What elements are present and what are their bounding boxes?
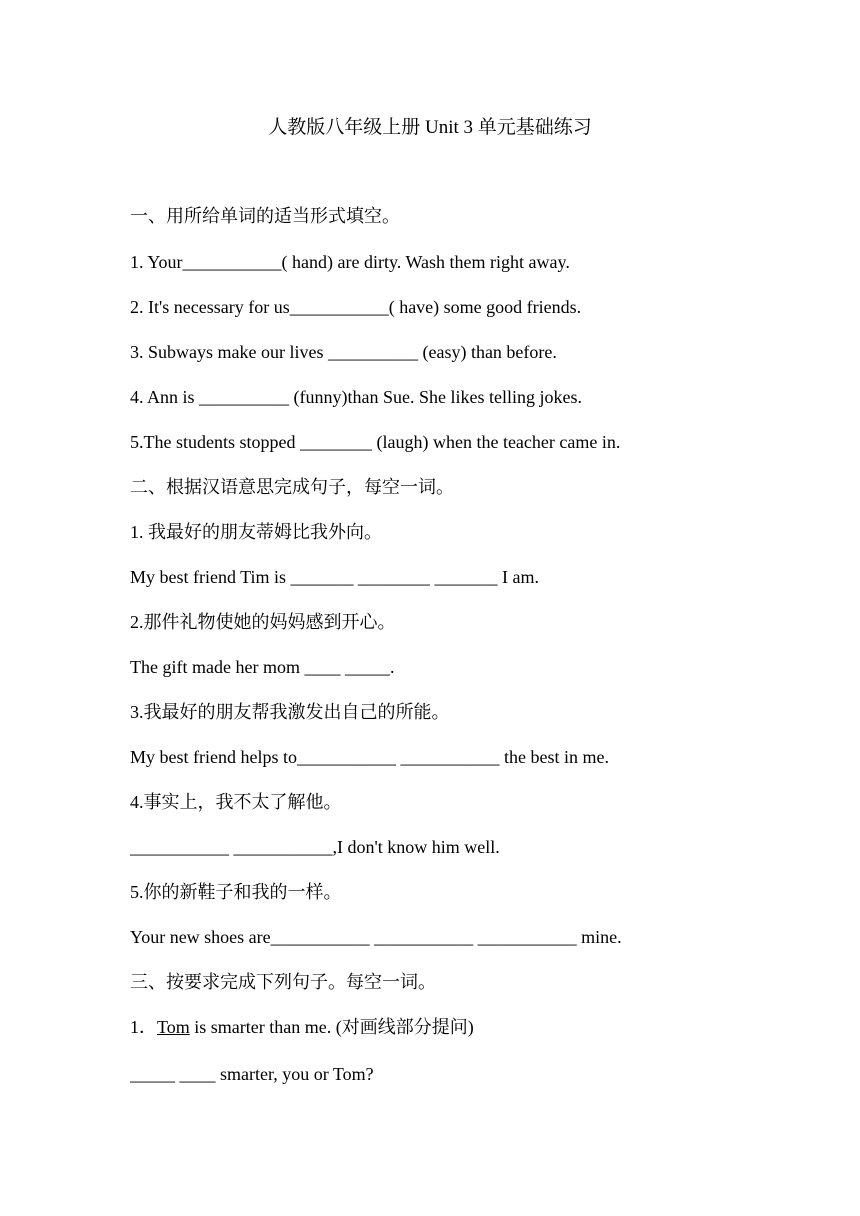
section2-item-1-english: My best friend Tim is _______ ________ _______ I am. bbox=[130, 567, 540, 587]
section3-heading: 三、按要求完成下列句子。每空一词。 bbox=[130, 972, 436, 992]
page-title: 人教版八年级上册 Unit 3 单元基础练习 bbox=[268, 117, 592, 138]
section2-item-4-chinese: 4.事实上，我不太了解他。 bbox=[130, 792, 342, 812]
section1-heading: 一、用所给单词的适当形式填空。 bbox=[130, 206, 400, 226]
section3-item-1 bbox=[130, 1014, 474, 1040]
section2-item-5-chinese: 5.你的新鞋子和我的一样。 bbox=[130, 882, 342, 902]
section2-item-3-english: My best friend helps to___________ ___________ the best in me. bbox=[130, 747, 609, 767]
section1-item-4: 4. Ann is __________ (funny)than Sue. She likes telling jokes. bbox=[130, 387, 582, 407]
section2-item-2-english: The gift made her mom ____ _____. bbox=[130, 657, 395, 677]
section1-item-5: 5.The students stopped ________ (laugh) when the teacher came in. bbox=[130, 432, 621, 452]
section2-item-2-chinese: 2.那件礼物使她的妈妈感到开心。 bbox=[130, 612, 396, 632]
section2-item-4-english: ___________ ___________,I don't know him well. bbox=[130, 837, 500, 857]
section3-item-1-answer: _____ ____ smarter, you or Tom? bbox=[130, 1064, 374, 1084]
section1-item-3: 3. Subways make our lives __________ (easy) than before. bbox=[130, 342, 557, 362]
section2-item-1-chinese: 1. 我最好的朋友蒂姆比我外向。 bbox=[130, 522, 382, 542]
section2-item-3-chinese: 3.我最好的朋友帮我激发出自己的所能。 bbox=[130, 702, 450, 722]
section2-item-5-english: Your new shoes are___________ ___________ ___________ mine. bbox=[130, 927, 622, 947]
section3-item-1-underlined-word: Tom bbox=[157, 1017, 190, 1037]
section3-item-1-question: is smarter than me. (对画线部分提问) bbox=[189, 1017, 474, 1037]
section1-item-1: 1. Your___________( hand) are dirty. Wash them right away. bbox=[130, 252, 570, 272]
section1-item-2: 2. It's necessary for us___________( have) some good friends. bbox=[130, 297, 582, 317]
section3-item-1-number: 1． bbox=[130, 1017, 157, 1037]
section2-heading: 二、根据汉语意思完成句子，每空一词。 bbox=[130, 477, 454, 497]
